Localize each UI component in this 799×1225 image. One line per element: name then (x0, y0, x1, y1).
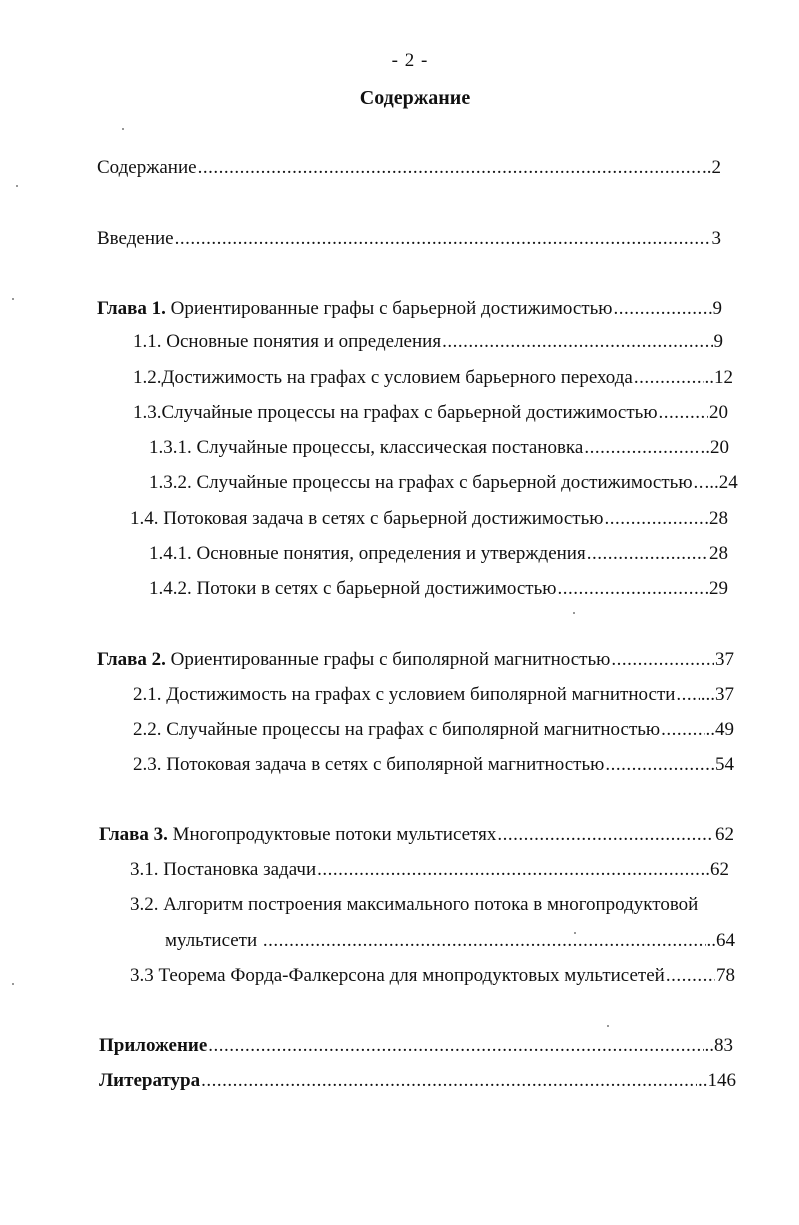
toc-entry-text: 2.2. Случайные процессы на графах с биполярной магнитностью (133, 719, 661, 740)
toc-leader-dots (442, 330, 712, 354)
toc-entry-text: 1.2.Достижимость на графах с условием барьерного перехода (133, 367, 633, 388)
toc-leader-dots (587, 542, 708, 566)
scan-speck (16, 185, 18, 187)
toc-entry-1-3-2[interactable] (149, 471, 738, 495)
toc-entry-page: ..64 (706, 930, 735, 951)
toc-entry-text: 1.3.Случайные процессы на графах с барьерной достижимостью (133, 402, 658, 423)
page-title: Содержание (359, 87, 471, 109)
toc-leader-dots (613, 297, 711, 321)
toc-leader-dots (611, 648, 714, 672)
toc-entry-text: 1.4. Потоковая задача в сетях с барьерной достижимостью (130, 508, 604, 529)
toc-entry-text: Содержание (97, 157, 197, 178)
toc-leader-dots (497, 823, 714, 847)
toc-leader-dots (634, 366, 704, 390)
page-number: - 2 - (391, 50, 429, 71)
toc-chapter-label: Глава 3. (99, 824, 168, 845)
toc-entry-page: 3 (711, 228, 721, 249)
toc-entry-page: ..83 (704, 1035, 733, 1056)
toc-entry-1-1[interactable] (133, 330, 723, 354)
toc-entry-chapter-1[interactable] (97, 297, 722, 321)
toc-leader-dots (604, 507, 708, 531)
scan-speck (574, 932, 576, 934)
toc-entry-2-1[interactable] (133, 683, 734, 707)
toc-entry-references[interactable] (99, 1069, 736, 1093)
toc-entry-page: 54 (715, 754, 734, 775)
toc-entry-text: Ориентированные графы с барьерной достижимостью (165, 298, 613, 319)
toc-entry-introduction[interactable] (97, 227, 721, 251)
toc-entry-page: ..62 (700, 859, 729, 880)
toc-entry-page: 37 (715, 649, 734, 670)
scan-speck (12, 298, 14, 300)
toc-entry-page: 9 (712, 298, 722, 319)
toc-entry-3-1[interactable] (130, 858, 729, 882)
toc-entry-text: 1.3.2. Случайные процессы на графах с барьерной достижимостью (149, 472, 693, 493)
toc-entry-appendix[interactable] (99, 1034, 733, 1058)
toc-leader-dots (659, 401, 708, 425)
toc-entry-page: 20 (709, 402, 728, 423)
toc-chapter-label: Литература (99, 1070, 201, 1091)
toc-leader-dots (201, 1069, 697, 1093)
toc-entry-page: 28 (709, 543, 728, 564)
toc-entry-page: ...24 (704, 472, 738, 493)
scan-speck (122, 128, 124, 130)
toc-entry-text: 2.1. Достижимость на графах с условием биполярной магнитности (133, 684, 676, 705)
toc-entry-3-2[interactable]: 3.2. Алгоритм построения максимального потока в многопродуктовой (130, 894, 699, 915)
toc-entry-page: 78 (716, 965, 735, 986)
toc-entry-1-4[interactable] (130, 507, 728, 531)
toc-entry-1-3[interactable] (133, 401, 728, 425)
toc-entry-text: Введение (97, 228, 174, 249)
toc-entry-text: Многопродуктовые потоки мультисетях (167, 824, 497, 845)
scan-speck (607, 1025, 609, 1027)
toc-leader-dots (605, 753, 714, 777)
toc-entry-text: 2.3. Потоковая задача в сетях с биполярной магнитностью (133, 754, 605, 775)
toc-leader-dots (676, 683, 699, 707)
toc-leader-dots (666, 964, 715, 988)
toc-entry-text: Ориентированные графы с биполярной магнитностью (165, 649, 611, 670)
toc-leader-dots (584, 436, 699, 460)
toc-entry-1-4-2[interactable] (149, 577, 728, 601)
toc-entry-text: 3.1. Постановка задачи (130, 859, 317, 880)
toc-chapter-label: Глава 2. (97, 649, 166, 670)
toc-leader-dots (694, 471, 704, 495)
toc-entry-page: 9 (713, 331, 723, 352)
toc-entry-3-3[interactable] (130, 964, 735, 988)
toc-leader-dots (661, 718, 704, 742)
toc-entry-chapter-2[interactable] (97, 648, 734, 672)
toc-entry-text: 1.4.1. Основные понятия, определения и утверждения (149, 543, 586, 564)
toc-entry-text: 1.1. Основные понятия и определения (133, 331, 442, 352)
toc-entry-page: ..20 (700, 437, 729, 458)
toc-entry-page: ..2 (702, 157, 721, 178)
toc-entry-1-3-1[interactable] (149, 436, 729, 460)
toc-entry-1-4-1[interactable] (149, 542, 728, 566)
toc-entry-contents[interactable] (97, 156, 721, 180)
toc-chapter-label: Глава 1. (97, 298, 166, 319)
toc-entry-page: ..12 (704, 367, 733, 388)
toc-entry-text: 3.3 Теорема Форда-Фалкерсона для мнопродуктовых мультисетей (130, 965, 665, 986)
toc-entry-3-2-continued[interactable] (165, 929, 735, 953)
toc-entry-page: 29 (709, 578, 728, 599)
toc-leader-dots (208, 1034, 703, 1058)
toc-entry-1-2[interactable] (133, 366, 733, 390)
scan-speck (12, 983, 14, 985)
scan-speck (573, 612, 575, 614)
toc-leader-dots (317, 858, 699, 882)
toc-leader-dots (557, 577, 708, 601)
toc-leader-dots (175, 227, 711, 251)
toc-entry-text: 1.4.2. Потоки в сетях с барьерной достижимостью (149, 578, 557, 599)
toc-entry-2-3[interactable] (133, 753, 734, 777)
toc-entry-2-2[interactable] (133, 718, 734, 742)
toc-entry-chapter-3[interactable] (99, 823, 734, 847)
toc-chapter-label: Приложение (99, 1035, 208, 1056)
toc-entry-text: 1.3.1. Случайные процессы, классическая постановка (149, 437, 584, 458)
toc-entry-page: 62 (715, 824, 734, 845)
toc-entry-page: ...37 (700, 684, 734, 705)
toc-leader-dots (198, 156, 701, 180)
toc-entry-text: мультисети (165, 930, 262, 951)
toc-entry-page: ..146 (698, 1070, 736, 1091)
toc-leader-dots (263, 929, 706, 953)
toc-entry-page: 28 (709, 508, 728, 529)
toc-entry-page: ..49 (705, 719, 734, 740)
